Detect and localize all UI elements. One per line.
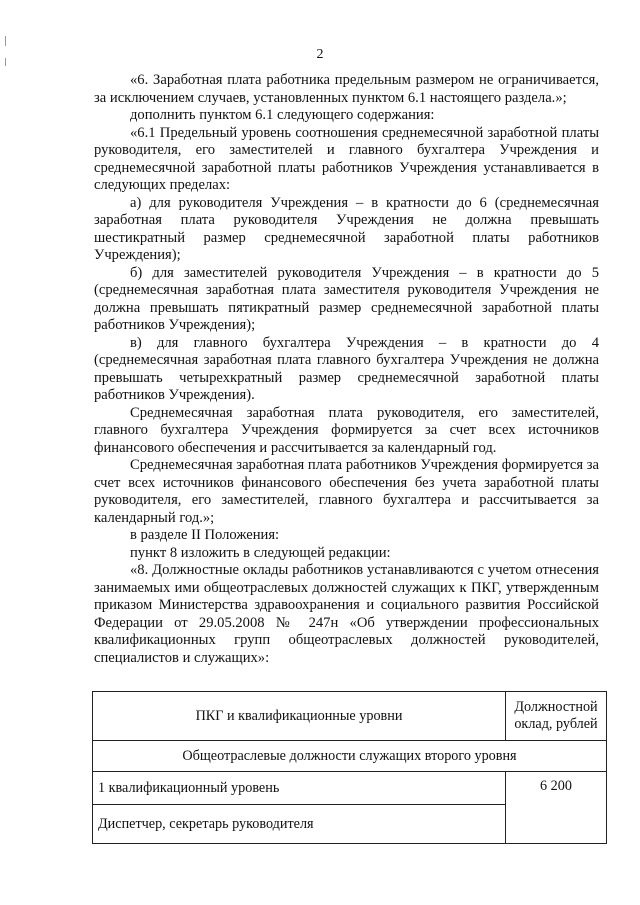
paragraph: пункт 8 изложить в следующей редакции: [130, 544, 391, 561]
paragraph: в разделе II Положения: [130, 527, 280, 543]
job-titles: Диспетчер, секретарь руководителя [93, 805, 506, 844]
header-salary: Должностной оклад, рублей [506, 692, 607, 741]
header-pkg-levels: ПКГ и квалификационные уровни [93, 692, 506, 741]
qualification-level: 1 квалификационный уровень [93, 772, 506, 805]
salary-table [92, 691, 607, 844]
paragraph: «8. Должностные оклады работников устанавливаются с учетом отнесения занимаемых ими общеотраслевых должностей служащих к ПКГ, утвержденным приказом Министерства здравоохранения и социального развития Российской Федерации от 29.05.2008 № 247н «Об утверждении профессиональных квалификационных групп общеотраслевых должностей руководителей, специалистов и служащих»: [94, 562, 599, 666]
paragraph: Среднемесячная заработная плата руководителя, его заместителей, главного бухгалтера Учреждения формируется за счет всех источников финансового обеспечения и рассчитывается за календарный год. [94, 404, 599, 456]
body-text [94, 72, 599, 667]
table-group-row [93, 741, 607, 772]
page-number: 2 [316, 47, 324, 62]
paragraph: б) для заместителей руководителя Учреждения – в кратности до 5 (среднемесячная заработная плата заместителя руководителя Учреждения не должна превышать пятикратный размер среднемесячной заработной платы работников Учреждения); [94, 264, 599, 333]
scan-edge-mark [5, 36, 6, 46]
paragraph: «6. Заработная плата работника предельным размером не ограничивается, за исключением случаев, установленных пунктом 6.1 настоящего раздела.»; [94, 72, 599, 106]
group-title: Общеотраслевые должности служащих второго уровня [93, 741, 607, 772]
paragraph: в) для главного бухгалтера Учреждения – в кратности до 4 (среднемесячная заработная плата главного бухгалтера Учреждения не должна превышать четырехкратный размер среднемесячной заработной платы работников Учреждения). [94, 334, 599, 403]
table-row [93, 772, 607, 805]
paragraph: Среднемесячная заработная плата работников Учреждения формируется за счет всех источников финансового обеспечения без учета заработной платы руководителя, его заместителей, главного бухгалтера и рассчитывается за календарный год.»; [94, 457, 599, 526]
table-header-row [93, 692, 607, 741]
paragraph: дополнить пунктом 6.1 следующего содержания: [130, 107, 435, 123]
paragraph: а) для руководителя Учреждения – в кратности до 6 (среднемесячная заработная плата руководителя Учреждения не должна превышать шестикратный размер среднемесячной заработной платы работников Учреждения); [94, 194, 599, 263]
paragraph: «6.1 Предельный уровень соотношения среднемесячной заработной платы руководителя, его заместителей и главного бухгалтера Учреждения и среднемесячной заработной платы работников Учреждения устанавливается в следующих пределах: [94, 124, 599, 193]
salary-value: 6 200 [506, 772, 607, 844]
